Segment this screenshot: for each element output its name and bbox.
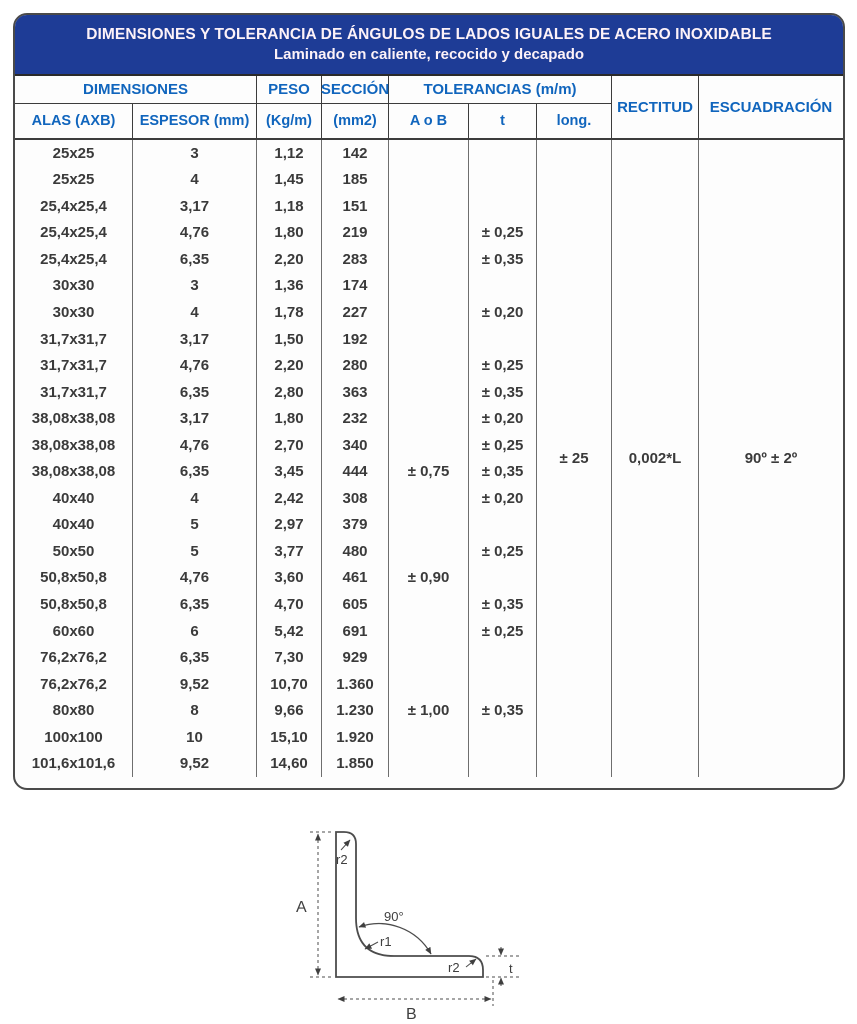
cell-r23-c5: [389, 724, 469, 751]
cell-r6-c1: 30x30: [15, 273, 133, 300]
cell-r14-c2: 4: [133, 485, 257, 512]
cell-r22-c4: 1.230: [322, 697, 389, 724]
cell-r24-c5: [389, 750, 469, 777]
cell-r1-c3: 1,12: [257, 140, 322, 167]
cell-r13-c1: 38,08x38,08: [15, 458, 133, 485]
cell-r1-c5: [389, 140, 469, 167]
table-title-line1: DIMENSIONES Y TOLERANCIA DE ÁNGULOS DE LADOS IGUALES DE ACERO INOXIDABLE: [86, 26, 772, 43]
cell-r3-c2: 3,17: [133, 193, 257, 220]
angle-profile-outline: [336, 832, 483, 977]
cell-r20-c4: 929: [322, 644, 389, 671]
cell-r24-c6: [469, 750, 537, 777]
header-kgm: (Kg/m): [257, 104, 322, 138]
cell-r21-c3: 10,70: [257, 671, 322, 698]
cell-r24-c3: 14,60: [257, 750, 322, 777]
cell-r9-c6: ± 0,25: [469, 352, 537, 379]
cell-r1-c2: 3: [133, 140, 257, 167]
cell-r4-c6: ± 0,25: [469, 220, 537, 247]
cell-r2-c5: [389, 167, 469, 194]
cell-r19-c1: 60x60: [15, 618, 133, 645]
cell-r8-c4: 192: [322, 326, 389, 353]
table-title-line2: Laminado en caliente, recocido y decapado: [273, 46, 585, 63]
header-rectitud: RECTITUD: [612, 76, 699, 138]
cell-r14-c5: [389, 485, 469, 512]
cell-r15-c4: 379: [322, 512, 389, 539]
cell-r18-c4: 605: [322, 591, 389, 618]
cell-r12-c3: 2,70: [257, 432, 322, 459]
table-title-banner: [15, 15, 843, 76]
cell-r10-c5: [389, 379, 469, 406]
cell-r9-c5: [389, 352, 469, 379]
cell-r12-c6: ± 0,25: [469, 432, 537, 459]
cell-r13-c5: ± 0,75: [389, 458, 469, 485]
cell-r11-c3: 1,80: [257, 405, 322, 432]
cell-r7-c2: 4: [133, 299, 257, 326]
cell-r14-c1: 40x40: [15, 485, 133, 512]
cell-r5-c5: [389, 246, 469, 273]
cell-r8-c6: [469, 326, 537, 353]
spec-table: [13, 13, 845, 790]
cell-r11-c1: 38,08x38,08: [15, 405, 133, 432]
cell-r11-c2: 3,17: [133, 405, 257, 432]
cell-r16-c4: 480: [322, 538, 389, 565]
cell-escuadracion-span: 90º ± 2º: [744, 449, 798, 467]
cell-r22-c6: ± 0,35: [469, 697, 537, 724]
header-espesor: ESPESOR (mm): [133, 104, 257, 138]
cell-r24-c1: 101,6x101,6: [15, 750, 133, 777]
cell-r16-c6: ± 0,25: [469, 538, 537, 565]
cell-r8-c1: 31,7x31,7: [15, 326, 133, 353]
cell-r3-c1: 25,4x25,4: [15, 193, 133, 220]
cell-r12-c1: 38,08x38,08: [15, 432, 133, 459]
header-escuadracion: ESCUADRACIÓN: [709, 98, 833, 116]
cell-r21-c6: [469, 671, 537, 698]
header-long: long.: [537, 104, 612, 138]
cell-r4-c5: [389, 220, 469, 247]
header-t: t: [469, 104, 537, 138]
cell-r23-c3: 15,10: [257, 724, 322, 751]
r2-top-label: r2: [336, 852, 348, 867]
cell-r9-c4: 280: [322, 352, 389, 379]
cell-r15-c2: 5: [133, 512, 257, 539]
cell-rectitud-span: 0,002*L: [612, 140, 699, 777]
cell-r13-c4: 444: [322, 458, 389, 485]
cell-r23-c1: 100x100: [15, 724, 133, 751]
cell-r2-c4: 185: [322, 167, 389, 194]
cell-r6-c5: [389, 273, 469, 300]
cell-r15-c5: [389, 512, 469, 539]
cell-r24-c2: 9,52: [133, 750, 257, 777]
cell-r10-c6: ± 0,35: [469, 379, 537, 406]
cell-r11-c6: ± 0,20: [469, 405, 537, 432]
cell-r4-c1: 25,4x25,4: [15, 220, 133, 247]
cell-r15-c3: 2,97: [257, 512, 322, 539]
cell-r17-c4: 461: [322, 565, 389, 592]
cell-r18-c1: 50,8x50,8: [15, 591, 133, 618]
cell-r21-c1: 76,2x76,2: [15, 671, 133, 698]
cell-r4-c3: 1,80: [257, 220, 322, 247]
cell-r11-c5: [389, 405, 469, 432]
cell-r21-c4: 1.360: [322, 671, 389, 698]
cell-r10-c2: 6,35: [133, 379, 257, 406]
cell-r13-c2: 6,35: [133, 458, 257, 485]
cell-r3-c4: 151: [322, 193, 389, 220]
cell-r11-c4: 232: [322, 405, 389, 432]
cell-r9-c2: 4,76: [133, 352, 257, 379]
cell-r7-c5: [389, 299, 469, 326]
cell-r2-c2: 4: [133, 167, 257, 194]
cell-r16-c5: [389, 538, 469, 565]
table-body: [15, 140, 843, 777]
cell-r10-c1: 31,7x31,7: [15, 379, 133, 406]
cell-r22-c3: 9,66: [257, 697, 322, 724]
cell-r1-c1: 25x25: [15, 140, 133, 167]
header-mm2: (mm2): [322, 104, 389, 138]
cell-r17-c2: 4,76: [133, 565, 257, 592]
cell-r2-c3: 1,45: [257, 167, 322, 194]
cell-r5-c3: 2,20: [257, 246, 322, 273]
cell-r8-c5: [389, 326, 469, 353]
cell-r18-c5: [389, 591, 469, 618]
cell-r6-c2: 3: [133, 273, 257, 300]
cell-r19-c6: ± 0,25: [469, 618, 537, 645]
cell-r20-c2: 6,35: [133, 644, 257, 671]
cell-r19-c3: 5,42: [257, 618, 322, 645]
r1-label: r1: [380, 934, 392, 949]
cell-r20-c1: 76,2x76,2: [15, 644, 133, 671]
dim-b-label: B: [406, 1006, 417, 1022]
table-header: [15, 76, 843, 140]
dim-t-label: t: [509, 961, 513, 976]
cell-r7-c4: 227: [322, 299, 389, 326]
cell-r17-c3: 3,60: [257, 565, 322, 592]
angle-90-label: 90°: [384, 909, 404, 924]
cell-r18-c2: 6,35: [133, 591, 257, 618]
cell-r13-c3: 3,45: [257, 458, 322, 485]
cell-r17-c1: 50,8x50,8: [15, 565, 133, 592]
cell-r14-c6: ± 0,20: [469, 485, 537, 512]
cell-r12-c4: 340: [322, 432, 389, 459]
cell-r21-c5: [389, 671, 469, 698]
header-alas: ALAS (AXB): [15, 104, 133, 138]
cell-r24-c4: 1.850: [322, 750, 389, 777]
header-seccion: SECCIÓN: [322, 76, 389, 104]
cell-r16-c3: 3,77: [257, 538, 322, 565]
cell-r5-c6: ± 0,35: [469, 246, 537, 273]
cell-r3-c6: [469, 193, 537, 220]
cell-r22-c1: 80x80: [15, 697, 133, 724]
cell-r12-c2: 4,76: [133, 432, 257, 459]
cell-r9-c1: 31,7x31,7: [15, 352, 133, 379]
dim-a-label: A: [296, 899, 307, 916]
r1-arrow: [365, 942, 378, 949]
cell-r18-c3: 4,70: [257, 591, 322, 618]
cell-r18-c6: ± 0,35: [469, 591, 537, 618]
cell-r10-c3: 2,80: [257, 379, 322, 406]
header-aob: A o B: [389, 104, 469, 138]
cell-r21-c2: 9,52: [133, 671, 257, 698]
cell-r19-c5: [389, 618, 469, 645]
cell-r1-c6: [469, 140, 537, 167]
cell-r2-c6: [469, 167, 537, 194]
cell-r5-c2: 6,35: [133, 246, 257, 273]
cell-r19-c2: 6: [133, 618, 257, 645]
cell-r9-c3: 2,20: [257, 352, 322, 379]
r2-right-label: r2: [448, 960, 460, 975]
cell-r16-c2: 5: [133, 538, 257, 565]
header-dimensiones: DIMENSIONES: [15, 76, 257, 104]
cell-r5-c1: 25,4x25,4: [15, 246, 133, 273]
cell-r8-c3: 1,50: [257, 326, 322, 353]
cell-r23-c4: 1.920: [322, 724, 389, 751]
cell-r17-c5: ± 0,90: [389, 565, 469, 592]
cell-r20-c6: [469, 644, 537, 671]
cell-r1-c4: 142: [322, 140, 389, 167]
cell-r6-c6: [469, 273, 537, 300]
cell-r23-c6: [469, 724, 537, 751]
cell-r19-c4: 691: [322, 618, 389, 645]
cell-r7-c3: 1,78: [257, 299, 322, 326]
header-tolerancias: TOLERANCIAS (m/m): [389, 76, 612, 104]
cell-r22-c5: ± 1,00: [389, 697, 469, 724]
angle-profile-diagram: [288, 814, 588, 1022]
cell-r17-c6: [469, 565, 537, 592]
cell-r3-c5: [389, 193, 469, 220]
cell-long-span: ± 25: [537, 140, 612, 777]
cell-r4-c2: 4,76: [133, 220, 257, 247]
cell-r13-c6: ± 0,35: [469, 458, 537, 485]
cell-r8-c2: 3,17: [133, 326, 257, 353]
cell-r7-c6: ± 0,20: [469, 299, 537, 326]
cell-r2-c1: 25x25: [15, 167, 133, 194]
cell-r22-c2: 8: [133, 697, 257, 724]
cell-r7-c1: 30x30: [15, 299, 133, 326]
cell-r3-c3: 1,18: [257, 193, 322, 220]
cell-r15-c1: 40x40: [15, 512, 133, 539]
cell-r5-c4: 283: [322, 246, 389, 273]
cell-r16-c1: 50x50: [15, 538, 133, 565]
cell-r20-c3: 7,30: [257, 644, 322, 671]
header-peso: PESO: [257, 76, 322, 104]
cell-r14-c3: 2,42: [257, 485, 322, 512]
cell-r14-c4: 308: [322, 485, 389, 512]
cell-r12-c5: [389, 432, 469, 459]
cell-r20-c5: [389, 644, 469, 671]
cell-r6-c4: 174: [322, 273, 389, 300]
cell-r10-c4: 363: [322, 379, 389, 406]
cell-r6-c3: 1,36: [257, 273, 322, 300]
cell-r4-c4: 219: [322, 220, 389, 247]
cell-r23-c2: 10: [133, 724, 257, 751]
cell-r15-c6: [469, 512, 537, 539]
